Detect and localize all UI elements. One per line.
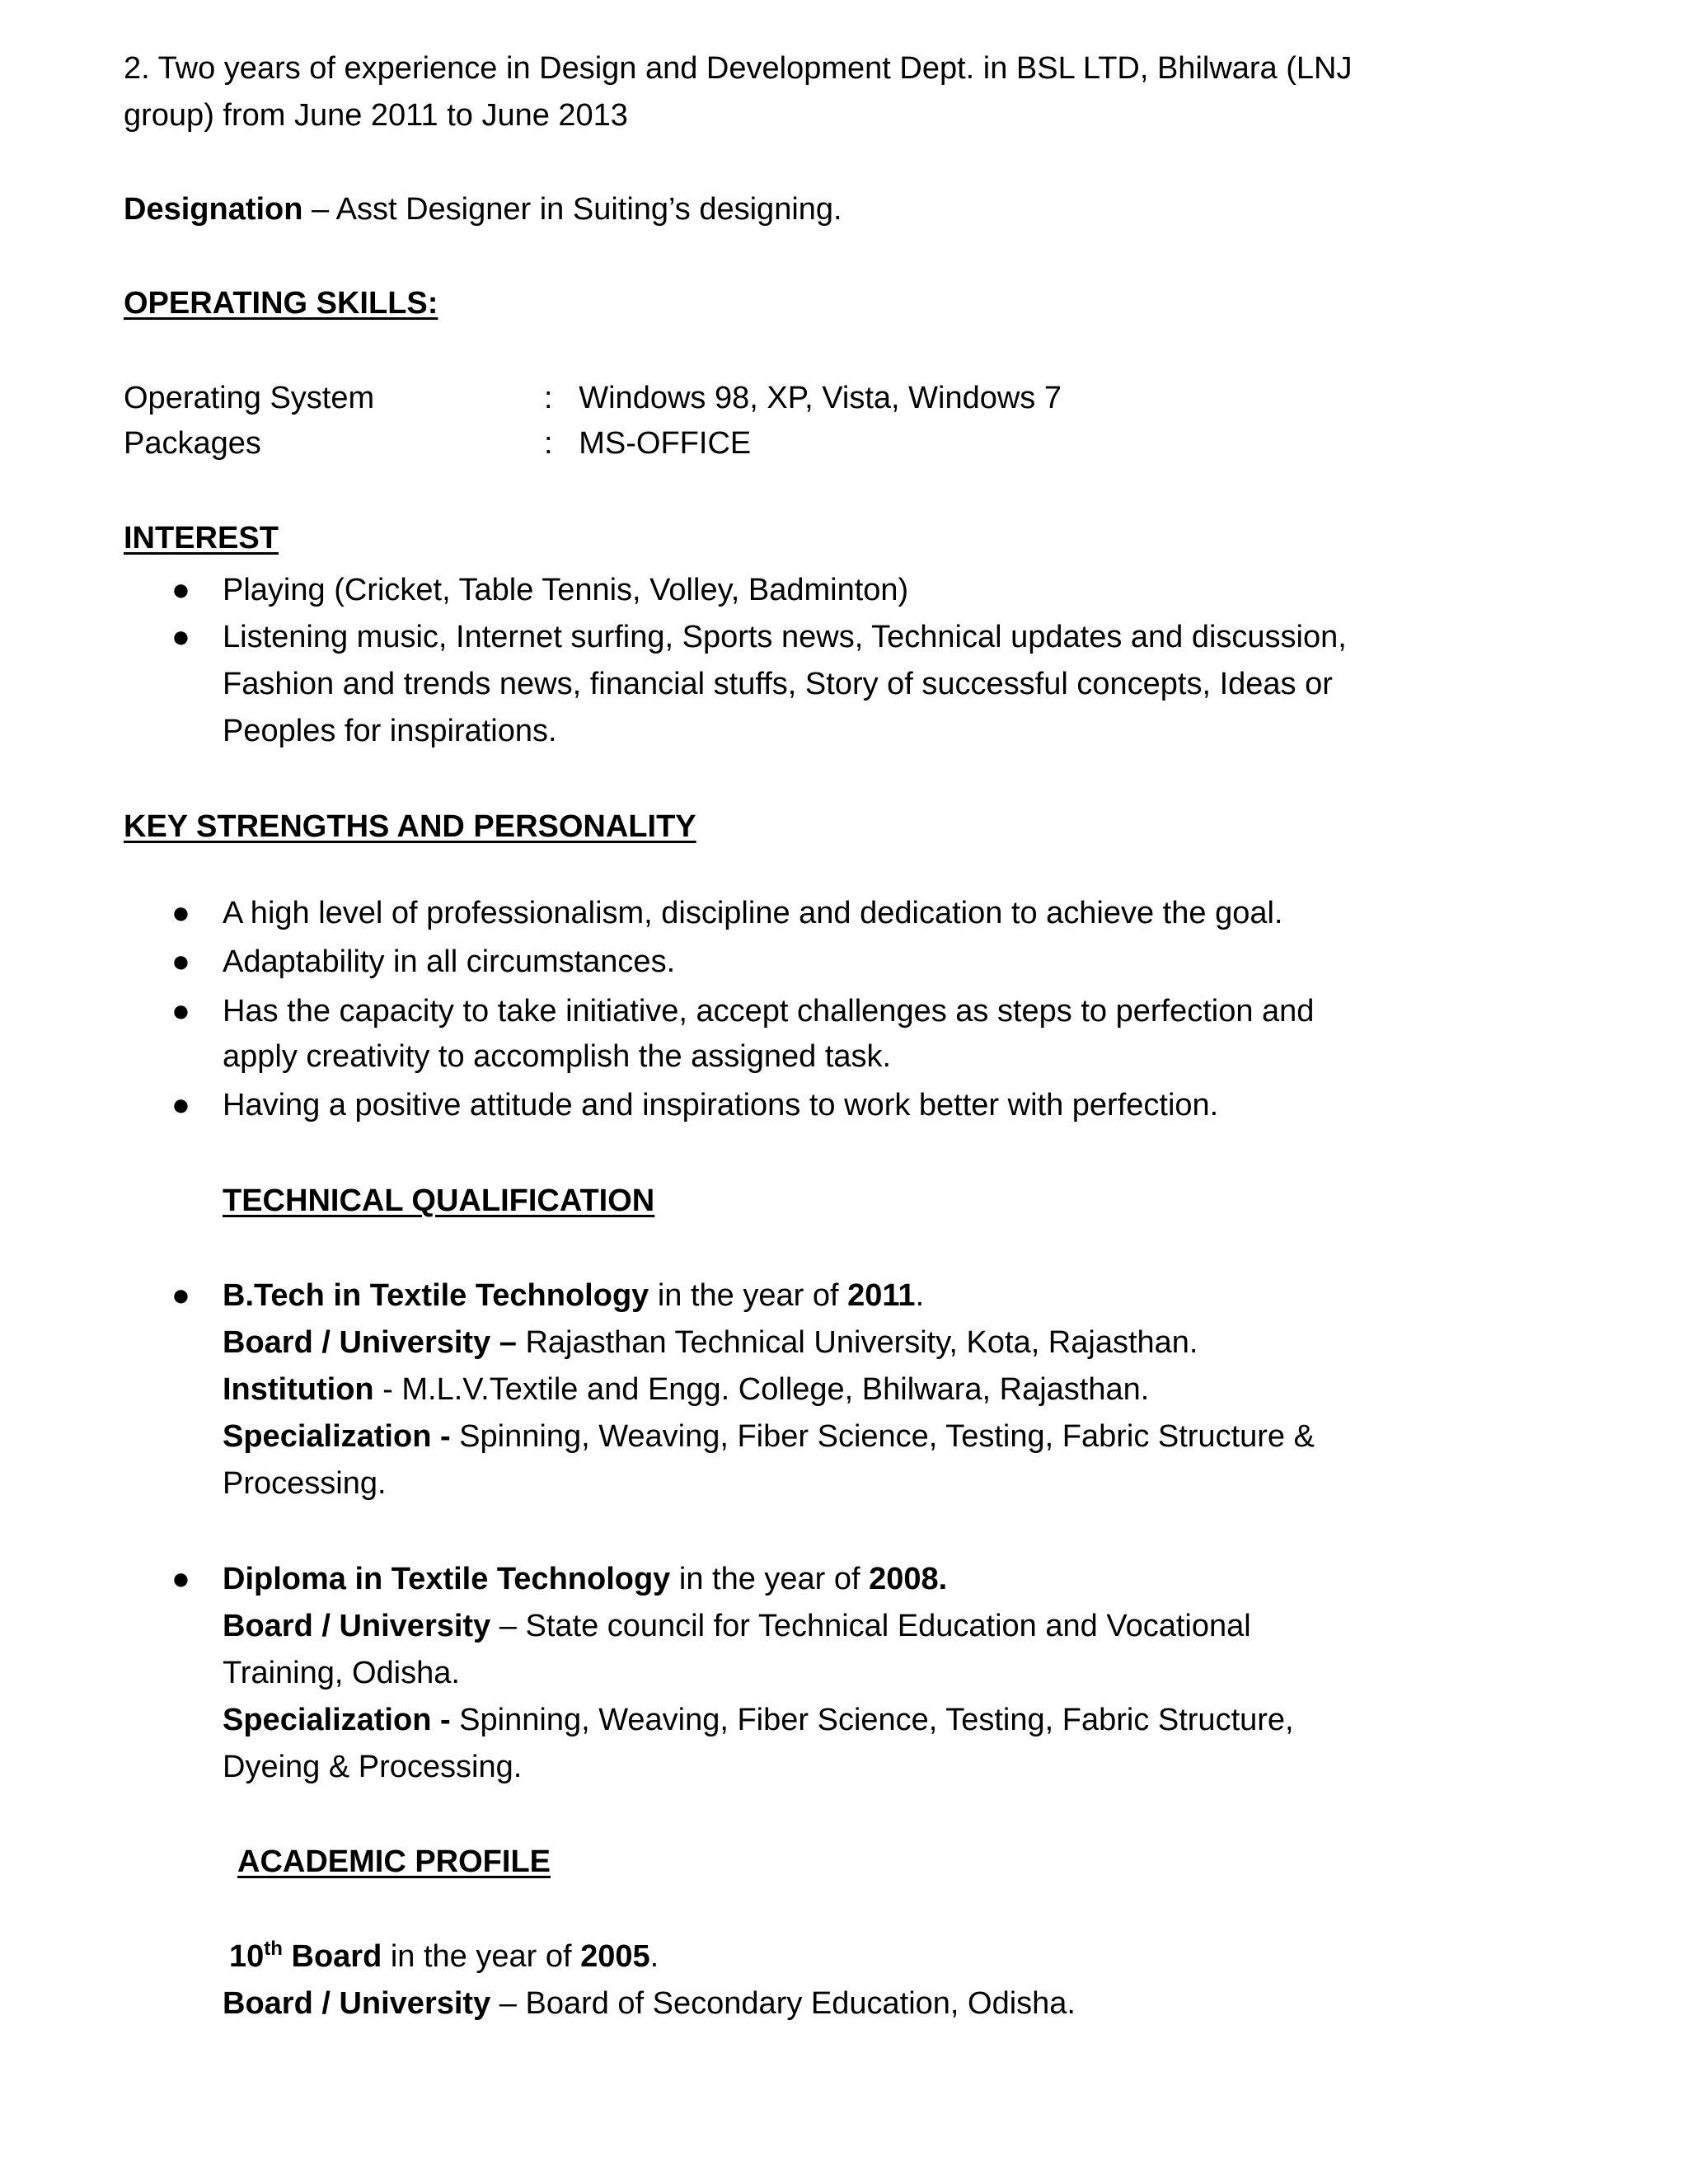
bullet-icon: ● bbox=[171, 944, 190, 979]
btech-spec-value: Spinning, Weaving, Fiber Science, Testing, Fabric Structure & bbox=[450, 1419, 1315, 1454]
btech-line bbox=[223, 1280, 924, 1311]
experience-text-1: 2. Two years of experience in Design and Development Dept. in BSL LTD, Bhilwara (LNJ bbox=[124, 51, 1353, 86]
tenth-board-line bbox=[223, 1988, 1076, 2019]
tenth-line bbox=[229, 1938, 659, 1974]
tenth-year-text: in the year of bbox=[382, 1939, 581, 1974]
technical-heading: TECHNICAL QUALIFICATION bbox=[223, 1183, 655, 1218]
bullet-icon: ● bbox=[171, 1562, 190, 1596]
btech-year-end: . bbox=[915, 1278, 925, 1313]
packages-value: MS-OFFICE bbox=[579, 426, 752, 461]
tenth-year: 2005 bbox=[580, 1939, 650, 1974]
btech-spec-cont: Processing. bbox=[223, 1466, 387, 1501]
btech-board-line bbox=[223, 1327, 1198, 1358]
diploma-board-cont: Training, Odisha. bbox=[223, 1656, 460, 1690]
tenth-superscript: th bbox=[264, 1938, 283, 1960]
diploma-board-label: Board / University bbox=[223, 1609, 491, 1643]
experience-text-2: group) from June 2011 to June 2013 bbox=[124, 98, 628, 133]
bullet-icon: ● bbox=[171, 1088, 190, 1122]
diploma-year: 2008. bbox=[869, 1562, 948, 1596]
tenth-board-value: – Board of Secondary Education, Odisha. bbox=[490, 1986, 1076, 2021]
interest-item-cont: Peoples for inspirations. bbox=[223, 714, 557, 748]
strength-item: Adaptability in all circumstances. bbox=[223, 944, 676, 979]
packages-label: Packages bbox=[124, 426, 261, 461]
os-label: Operating System bbox=[124, 381, 375, 415]
btech-degree: B.Tech in Textile Technology bbox=[223, 1278, 649, 1313]
tenth-board: Board bbox=[282, 1939, 382, 1974]
bullet-icon: ● bbox=[171, 1278, 190, 1313]
experience-line-2 bbox=[124, 100, 628, 131]
packages-value-row bbox=[544, 428, 751, 459]
interest-item-cont: Fashion and trends news, financial stuffs, Story of successful concepts, Ideas or bbox=[223, 667, 1333, 701]
diploma-board-value: – State council for Technical Education and Vocational bbox=[490, 1609, 1251, 1643]
diploma-year-text: in the year of bbox=[670, 1562, 870, 1596]
tenth-year-end: . bbox=[649, 1939, 659, 1974]
strength-item: Has the capacity to take initiative, accept challenges as steps to perfection and bbox=[223, 994, 1315, 1029]
tenth-number: 10 bbox=[229, 1939, 265, 1974]
diploma-line bbox=[223, 1563, 947, 1595]
diploma-spec-cont: Dyeing & Processing. bbox=[223, 1750, 523, 1784]
strength-item: Having a positive attitude and inspirations to work better with perfection. bbox=[223, 1088, 1219, 1122]
bullet-icon: ● bbox=[171, 620, 190, 654]
diploma-spec-label: Specialization - bbox=[223, 1703, 451, 1737]
bullet-icon: ● bbox=[171, 573, 190, 607]
interest-heading: INTEREST bbox=[124, 521, 279, 555]
strength-item-cont: apply creativity to accomplish the assigned task. bbox=[223, 1039, 892, 1074]
os-sep: : bbox=[544, 381, 553, 415]
strength-item: A high level of professionalism, discipline and dedication to achieve the goal. bbox=[223, 896, 1283, 930]
interest-item: Listening music, Internet surfing, Sports news, Technical updates and discussion, bbox=[223, 620, 1347, 654]
btech-institution-line bbox=[223, 1374, 1149, 1405]
operating-skills-heading: OPERATING SKILLS: bbox=[124, 286, 438, 321]
academic-heading: ACADEMIC PROFILE bbox=[237, 1844, 551, 1879]
strengths-heading: KEY STRENGTHS AND PERSONALITY bbox=[124, 809, 696, 844]
diploma-board-line bbox=[223, 1610, 1251, 1642]
diploma-spec-line bbox=[223, 1704, 1294, 1736]
btech-spec-label: Specialization - bbox=[223, 1419, 451, 1454]
diploma-spec-value: Spinning, Weaving, Fiber Science, Testing, Fabric Structure, bbox=[450, 1703, 1294, 1737]
btech-inst-value: - M.L.V.Textile and Engg. College, Bhilwara, Rajasthan. bbox=[373, 1372, 1150, 1407]
experience-line-1 bbox=[124, 53, 1352, 84]
btech-inst-label: Institution bbox=[223, 1372, 374, 1407]
designation-label: Designation bbox=[124, 192, 303, 227]
tenth-board-label: Board / University bbox=[223, 1986, 491, 2021]
btech-spec-line bbox=[223, 1421, 1315, 1452]
designation-line bbox=[124, 194, 842, 225]
packages-sep: : bbox=[544, 426, 553, 461]
bullet-icon: ● bbox=[171, 994, 190, 1029]
btech-year-text: in the year of bbox=[649, 1278, 848, 1313]
diploma-degree: Diploma in Textile Technology bbox=[223, 1562, 671, 1596]
btech-board-value: Rajasthan Technical University, Kota, Rajasthan. bbox=[516, 1325, 1198, 1360]
os-value-row bbox=[544, 382, 1062, 414]
interest-item: Playing (Cricket, Table Tennis, Volley, Badminton) bbox=[223, 573, 909, 607]
designation-value: – Asst Designer in Suiting’s designing. bbox=[302, 192, 842, 227]
bullet-icon: ● bbox=[171, 896, 190, 930]
btech-year: 2011 bbox=[847, 1278, 916, 1313]
os-value: Windows 98, XP, Vista, Windows 7 bbox=[579, 381, 1062, 415]
btech-board-label: Board / University – bbox=[223, 1325, 517, 1360]
